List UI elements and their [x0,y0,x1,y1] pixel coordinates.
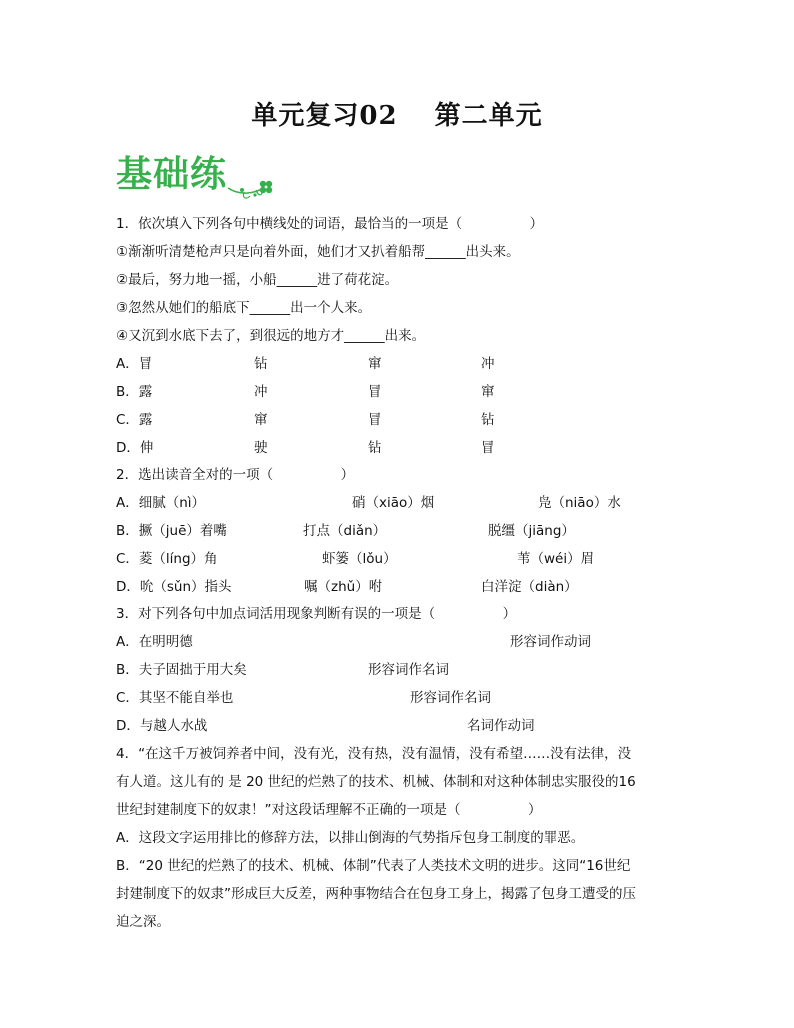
page-title: 单元复习02 第二单元 [251,101,543,131]
section-banner [116,146,296,206]
question-1-sentence-1: ①渐渐听清楚枪声只是向着外面，她们才又扒着船帮______出头来。 [116,244,520,260]
question-1-sentence-3: ③忽然从她们的船底下______出一个人来。 [116,300,372,316]
question-3-stem: 3．对下列各句中加点词活用现象判断有误的一项是（ ） [116,606,517,622]
question-4-option-b-line-2: 封建制度下的奴隶”形成巨大反差，两种事物结合在包身工身上，揭露了包身工遭受的压 [116,886,636,902]
clover-vine-icon [116,146,296,206]
question-4-option-b-line-3: 迫之深。 [116,914,170,930]
question-4-stem-line-2: 有人道。这儿有的 是 20 世纪的烂熟了的技术、机械、体制和对这种体制忠实服役的16 [116,774,636,790]
question-4-stem-line-1: 4．“在这千万被饲养者中间，没有光，没有热，没有温情，没有希望……没有法律，没 [116,746,632,762]
question-1-sentence-4: ④又沉到水底下去了，到很远的地方才______出来。 [116,328,426,344]
question-2-stem: 2．选出读音全对的一项（ ） [116,467,355,483]
question-4-stem-line-3: 世纪封建制度下的奴隶！”对这段话理解不正确的一项是（ ） [116,802,542,818]
question-4-option-b-line-1: B．“20 世纪的烂熟了的技术、机械、体制”代表了人类技术文明的进步。这同“16世纪 [116,858,631,874]
banner-text: 基础练 [116,154,228,195]
question-1-sentence-2: ②最后，努力地一摇，小船______进了荷花淀。 [116,272,399,288]
question-1-stem: 1．依次填入下列各句中横线处的词语，最恰当的一项是（ ） [116,216,544,232]
question-4-option-a: A．这段文字运用排比的修辞方法，以排山倒海的气势指斥包身工制度的罪恶。 [116,830,585,846]
